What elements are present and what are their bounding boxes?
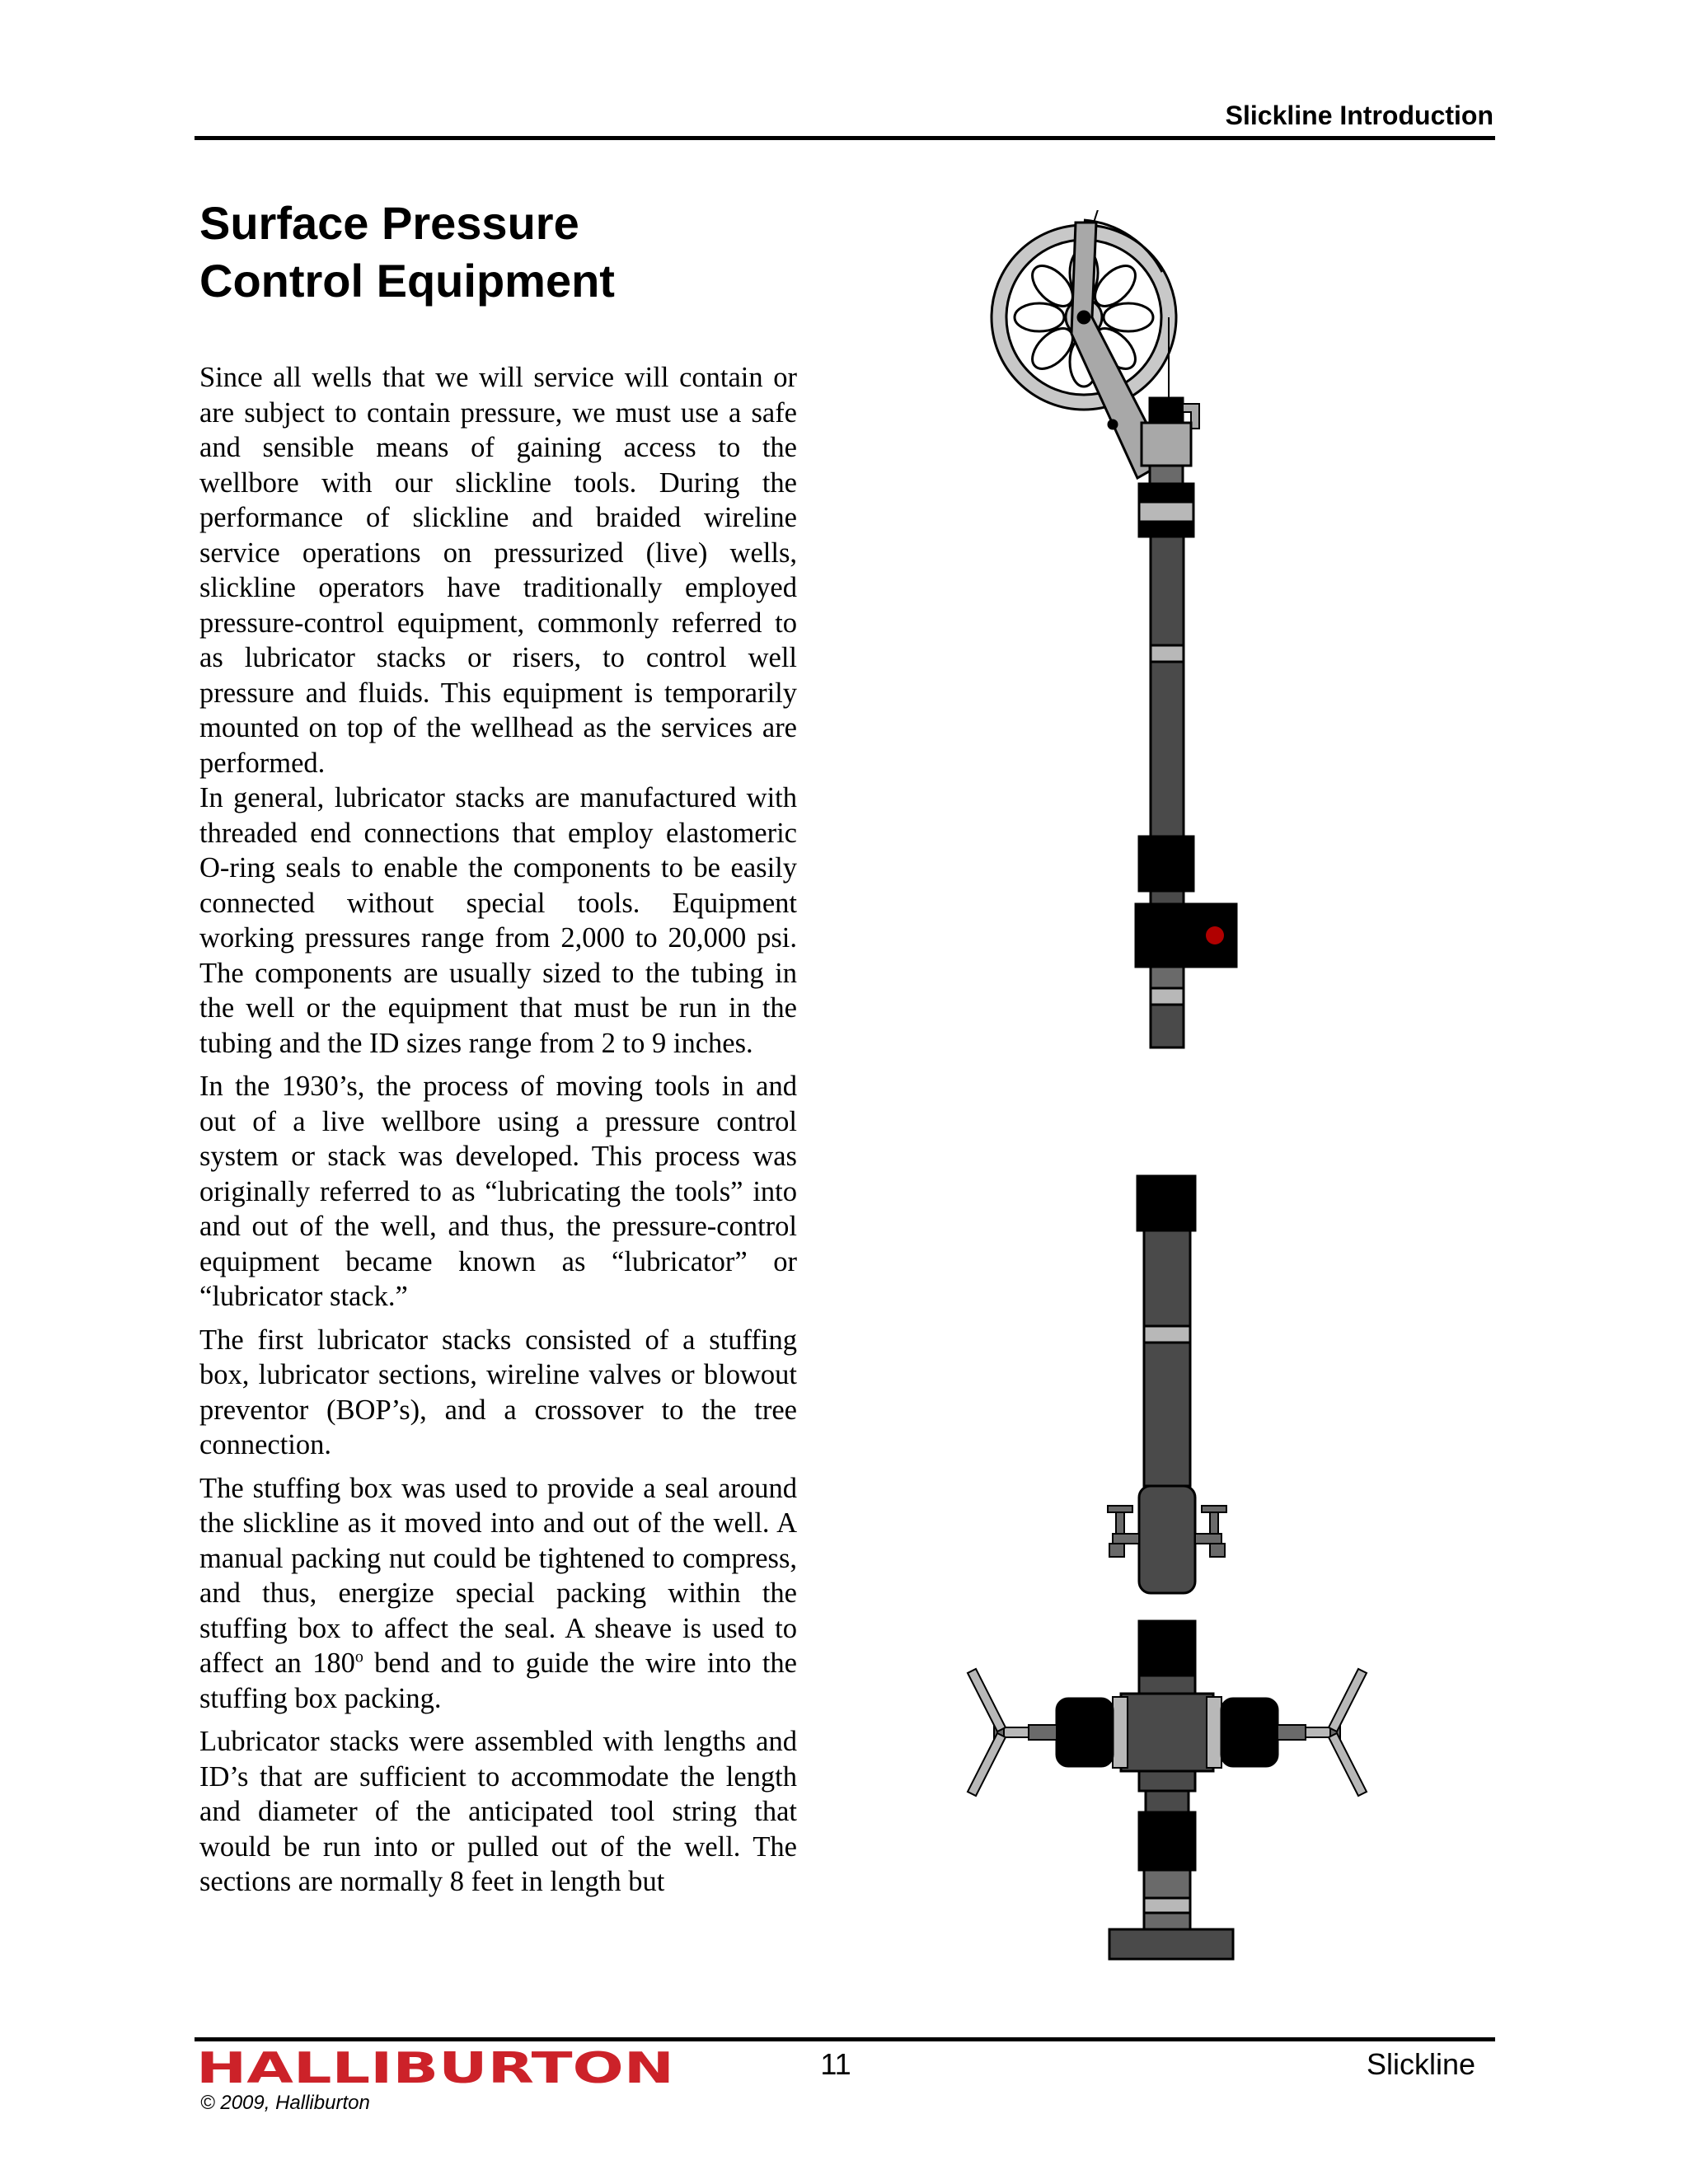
indicator-light [1206,926,1224,944]
tree-connection-flange [1109,1929,1233,1959]
paragraph: In the 1930’s, the process of moving tools in and out of a live wellbore using a pressure control system or stack was developed. This process was originally referred to as “lubricating the tools” into and out of the well, and thus, the pressure-control equipment became known as “lubricator” or “lubricator stack.” [199,1071,797,1312]
halliburton-logo [196,2046,682,2088]
paragraph-text: The stuffing box was used to provide a seal around the slickline as it moved into and out of the well. A manual packing nut could be tightened to compress, and thus, energize special packing within the stuffing box to affect the seal. A sheave is used to affect an 180 [199,1472,797,1679]
bleed-sub [1139,1486,1195,1593]
lubricator-section [1144,1230,1190,1486]
coupling [1139,1621,1195,1675]
paragraph: In general, lubricator stacks are manufactured with threaded end connections that employ elastomeric O-ring seals to enable the components to be easily connected without special tools. Equipment working pressures range from 2,000 to 20,000 psi. The components are usually sized to the tubing in the well or the equipment that must be run in the tubing and the ID sizes range from 2 to 9 inches. [199,782,797,1059]
coupling [1137,1176,1195,1230]
paragraph: Lubricator stacks were assembled with lengths and ID’s that are sufficient to accommodate the length and diameter of the anticipated tool string that would be run into or pulled out of the well. The sections are normally 8 feet in length but [199,1726,797,1897]
copyright: © 2009, Halliburton [200,2092,370,2114]
degree-superscript: o [354,1647,363,1666]
needle-valve-left [1108,1506,1139,1557]
stuffing-box [1142,423,1191,466]
paragraph [199,1471,797,1717]
section-title-line-1: Surface Pressure [199,197,579,249]
coupling [1139,1812,1195,1870]
lubricator-stack-illustration [964,210,1376,1982]
footer-title: Slickline [1366,2047,1475,2081]
paragraph: Since all wells that we will service will contain or are subject to contain pressure, we must use a safe and sensible means of gaining access to the wellbore with our slickline tools. During the performance of slickline and braided wireline service operations on pressurized (live) wells, slickline operators have traditionally employed pressure-control equipment, commonly referred to as lubricator stacks or risers, to control well pressure and fluids. This equipment is temporarily mounted on top of the wellhead as the services are performed. [199,362,797,779]
logo-wordmark: HALLIBURTON [196,2046,674,2088]
bop-ram-left [968,1669,1113,1796]
header-rule [195,136,1495,140]
paragraph-text: bend and to guide the wire into the stuffing box packing. [199,1647,797,1714]
running-header: Slickline Introduction [1225,101,1493,130]
page-number: 11 [820,2047,851,2081]
section-title-line-2: Control Equipment [199,255,615,307]
body-text [199,360,797,1908]
paragraph: The first lubricator stacks consisted of a stuffing box, lubricator sections, wireline valves or blowout preventor (BOP’s), and a crossover to the tree connection. [199,1324,797,1460]
section-title [199,194,826,310]
needle-valve-right [1195,1506,1226,1557]
stuffing-box-top [1150,398,1183,423]
bop-ram-right [1221,1669,1367,1796]
coupling [1139,837,1193,891]
footer-rule [195,2037,1495,2041]
